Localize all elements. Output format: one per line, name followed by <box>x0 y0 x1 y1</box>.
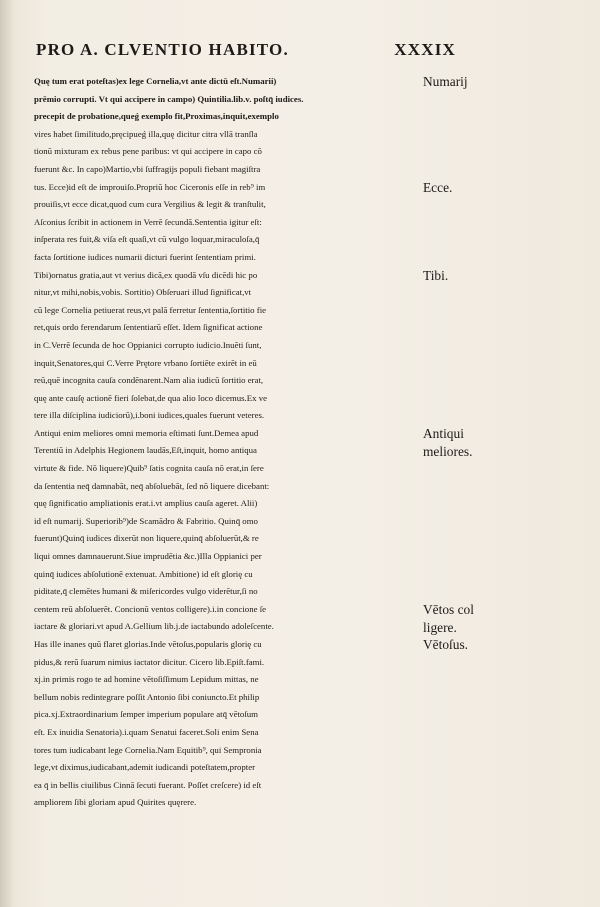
text-line: inſperata res fuit,& viſa eſt quaſi,vt cū vulgo loquar,miraculoſa,q̄ <box>34 234 260 245</box>
text-line: reū,quē incognita cauſa condēnarent.Nam alia iudicū ſortitio erat, <box>34 375 264 386</box>
text-line: eſt. Ex inuidia Senatoria).i.quam Senatui faceret.Soli enim Sena <box>34 726 259 737</box>
text-line: Tibi)ornatus gratia,aut vt verius dicā,ex quodā vſu dicēdi hic po <box>34 269 258 280</box>
text-line: id eſt numarij. Superiorib⁹)de Scamādro & Fabritio. Quinq̄ omo <box>34 515 258 526</box>
margin-note: meliores. <box>423 443 473 459</box>
text-line: quę ante cauſę actionē fieri ſolebat,de qua alio loco dicemus.Ex ve <box>34 392 268 403</box>
folio-number: XXXIX <box>394 40 456 59</box>
text-line: tus. Ecce)id eſt de improuiſo.Propriū hoc Ciceronis eſſe in reb⁹ im <box>34 181 266 192</box>
margin-note: Vētos col <box>423 602 474 617</box>
text-line: precepit de probatione,queǵ exemplo fit,Proximas,inquit,exemplo <box>34 111 279 122</box>
commentary-text-block <box>34 73 454 812</box>
text-line: virtute & fide. Nō liquere)Quib⁹ ſatis cognita cauſa nō erat,in ſere <box>34 463 264 474</box>
text-line: fuerunt)Quinq̄ iudices dixerūt non liquere,quinq̄ abſoluerūt,& re <box>34 533 259 544</box>
text-line: prēmio corrupti. Vt qui accipere in campo) Quintilia.lib.v. poſtq̄ iudices. <box>34 93 304 104</box>
text-line: bellum nobis redintegrare poſſit Antonio ſibi coniuncto.Et philip <box>34 691 260 702</box>
text-line: ampliorem ſibi gloriam apud Quirites quęrere. <box>34 797 197 808</box>
margin-note: Numarij <box>423 74 468 89</box>
text-line: da ſententia neq̄ damnabāt, neq̄ abſoluebāt, ſed nō liquere dicebant: <box>34 480 270 491</box>
binding-gutter-shadow <box>0 0 14 907</box>
margin-note: Tibi. <box>423 267 449 283</box>
text-line: centem reū abſoluerēt. Concionū ventos colligere).i.in concione ſe <box>34 603 267 614</box>
running-head <box>36 40 456 60</box>
running-title: PRO A. CLVENTIO HABITO. <box>36 40 289 59</box>
text-line: inquit,Senatores,qui C.Verre Prętore vrbano ſortiēte exirēt in eū <box>34 357 257 368</box>
text-line: tores tum iudicabant lege Cornelia.Nam Equitib⁹, qui Sempronia <box>34 744 262 755</box>
text-line: fuerunt &c. In capo)Martio,vbi ſuffragijs populi fiebant magiſtra <box>34 163 261 174</box>
text-line: quę ſignificatio ampliationis erat.i.vt amplius cauſa ageret. Alii) <box>34 498 258 509</box>
text-line: pica.xj.Extraordinarium ſemper imperium populare atq̄ vētoſum <box>34 709 259 720</box>
text-line: lege,vt diximus,iudicabant,ademit iudicandi poteſtatem,propter <box>34 762 256 773</box>
text-line: piditate,q̄ clemētes humani & miſericordes vulgo viderētur,ſi no <box>34 586 258 597</box>
text-line: Terentiū in Adelphis Hegionem laudās,Eſt,inquit, homo antiqua <box>34 445 257 456</box>
text-line: Aſconius ſcribit in actionem in Verrē ſecundā.Sententia igitur eſt: <box>34 216 262 227</box>
text-line: quinq̄ iudices abſolutionē extenuat. Ambitione) id eſt glorię cu <box>34 568 253 579</box>
text-line: ret,quis ordo ferendarum ſententiarū eſſet. Idem ſignificat actione <box>34 322 263 333</box>
text-line: xj.in primis rogo te ad homine vētoſiſſimum Lepidum mittas, ne <box>34 674 259 685</box>
margin-note: Vētoſus. <box>423 637 469 653</box>
text-line: iactare & gloriari.vt apud A.Gellium lib.j.de iactabundo adoleſcente. <box>34 621 274 632</box>
text-line: prouiſis,vt ecce dicat,quod cum cura Vergilius & legit & tranſtulit, <box>34 199 266 210</box>
text-line: in C.Verrē ſecunda de hoc Oppianici corrupto iudicio.Inuēti ſunt, <box>34 339 262 350</box>
text-line: tere illa diſciplina iudiciorū),i.boni iudices,quales fuerunt veteres. <box>34 410 265 421</box>
margin-note: Ecce. <box>423 179 453 195</box>
text-line: ea q̄ in bellis ciuilibus Cinnā ſecuti fuerant. Poſſet creſcere) id eſt <box>34 779 262 790</box>
text-line: cū lege Cornelia petiuerat reus,vt palā ferretur ſententia,ſortitio fie <box>34 304 267 315</box>
text-line: vires habet ſimilitudo,pręcipueǵ illa,quę dicitur citra vllā tranſla <box>34 128 258 139</box>
text-line: nitur,vt mihi,nobis,vobis. Sortitio) Obſeruari illud ſignificat,vt <box>34 287 252 298</box>
margin-note: Antiqui <box>423 426 464 441</box>
text-line: tionū mixturam ex rebus pene paribus: vt qui accipere in capo cō <box>34 146 262 157</box>
text-line: Antiqui enim meliores omni memoria eſtimati ſunt.Demea apud <box>34 427 259 438</box>
text-line: Has ille inanes quū flaret glorias.Inde vētoſus,popularis glorię cu <box>34 639 262 649</box>
margin-note: ligere. <box>423 619 457 635</box>
text-line: facta ſortitione iudices numarii dicturi fuerint ſententiam primi. <box>34 251 256 262</box>
text-line: pidus,& rerū ſuarum nimius iactator dicitur. Cicero lib.Epiſt.fami. <box>34 656 265 667</box>
text-line: liqui omnes damnauerunt.Siue imprudētia &c.)Illa Oppianici per <box>34 551 262 562</box>
text-line: Quę tum erat poteſtas)ex lege Cornelia,vt ante dictū eſt.Numarii) <box>34 76 277 86</box>
